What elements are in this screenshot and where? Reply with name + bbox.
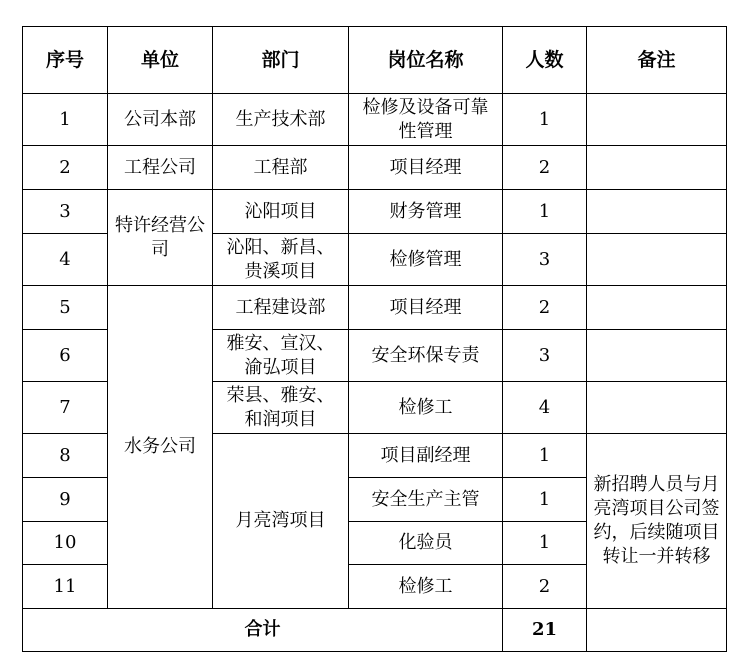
total-label: 合计 [23,609,503,652]
post-cell: 检修管理 [349,234,503,286]
count-cell: 1 [503,190,587,234]
unit-cell: 特许经营公司 [108,190,213,286]
row-number: 3 [23,190,108,234]
header-cell: 人数 [503,27,587,94]
header-cell: 序号 [23,27,108,94]
total-count: 21 [503,609,587,652]
post-cell: 项目副经理 [349,434,503,478]
note-cell: 新招聘人员与月亮湾项目公司签约，后续随项目转让一并转移 [587,434,727,609]
post-cell: 安全环保专责 [349,330,503,382]
dept-cell: 沁阳项目 [213,190,349,234]
table-row [23,146,727,190]
count-cell: 2 [503,565,587,609]
count-cell: 1 [503,94,587,146]
recruitment-table [22,26,727,652]
unit-cell: 工程公司 [108,146,213,190]
unit-cell: 公司本部 [108,94,213,146]
count-cell: 1 [503,434,587,478]
table-row [23,190,727,234]
note-cell [587,234,727,286]
post-cell: 检修工 [349,565,503,609]
header-cell: 备注 [587,27,727,94]
note-cell [587,94,727,146]
count-cell: 2 [503,146,587,190]
post-cell: 项目经理 [349,286,503,330]
note-cell [587,146,727,190]
note-cell [587,382,727,434]
row-number: 11 [23,565,108,609]
count-cell: 1 [503,478,587,522]
dept-cell: 雅安、宣汉、渝弘项目 [213,330,349,382]
dept-cell: 荣县、雅安、和润项目 [213,382,349,434]
table-row [23,286,727,330]
header-cell: 部门 [213,27,349,94]
table-row [23,94,727,146]
row-number: 9 [23,478,108,522]
count-cell: 1 [503,522,587,565]
dept-cell: 沁阳、新昌、贵溪项目 [213,234,349,286]
dept-cell: 工程建设部 [213,286,349,330]
note-cell [587,286,727,330]
count-cell: 2 [503,286,587,330]
row-number: 7 [23,382,108,434]
count-cell: 3 [503,330,587,382]
header-cell: 单位 [108,27,213,94]
row-number: 10 [23,522,108,565]
row-number: 4 [23,234,108,286]
dept-cell: 月亮湾项目 [213,434,349,609]
note-cell [587,330,727,382]
note-cell [587,190,727,234]
row-number: 2 [23,146,108,190]
post-cell: 安全生产主管 [349,478,503,522]
post-cell: 化验员 [349,522,503,565]
count-cell: 3 [503,234,587,286]
row-number: 8 [23,434,108,478]
post-cell: 项目经理 [349,146,503,190]
row-number: 6 [23,330,108,382]
dept-cell: 生产技术部 [213,94,349,146]
dept-cell: 工程部 [213,146,349,190]
post-cell: 检修工 [349,382,503,434]
header-row [23,27,727,94]
note-cell [587,609,727,652]
post-cell: 检修及设备可靠性管理 [349,94,503,146]
post-cell: 财务管理 [349,190,503,234]
count-cell: 4 [503,382,587,434]
row-number: 1 [23,94,108,146]
row-number: 5 [23,286,108,330]
unit-cell: 水务公司 [108,286,213,609]
header-cell: 岗位名称 [349,27,503,94]
total-row [23,609,727,652]
